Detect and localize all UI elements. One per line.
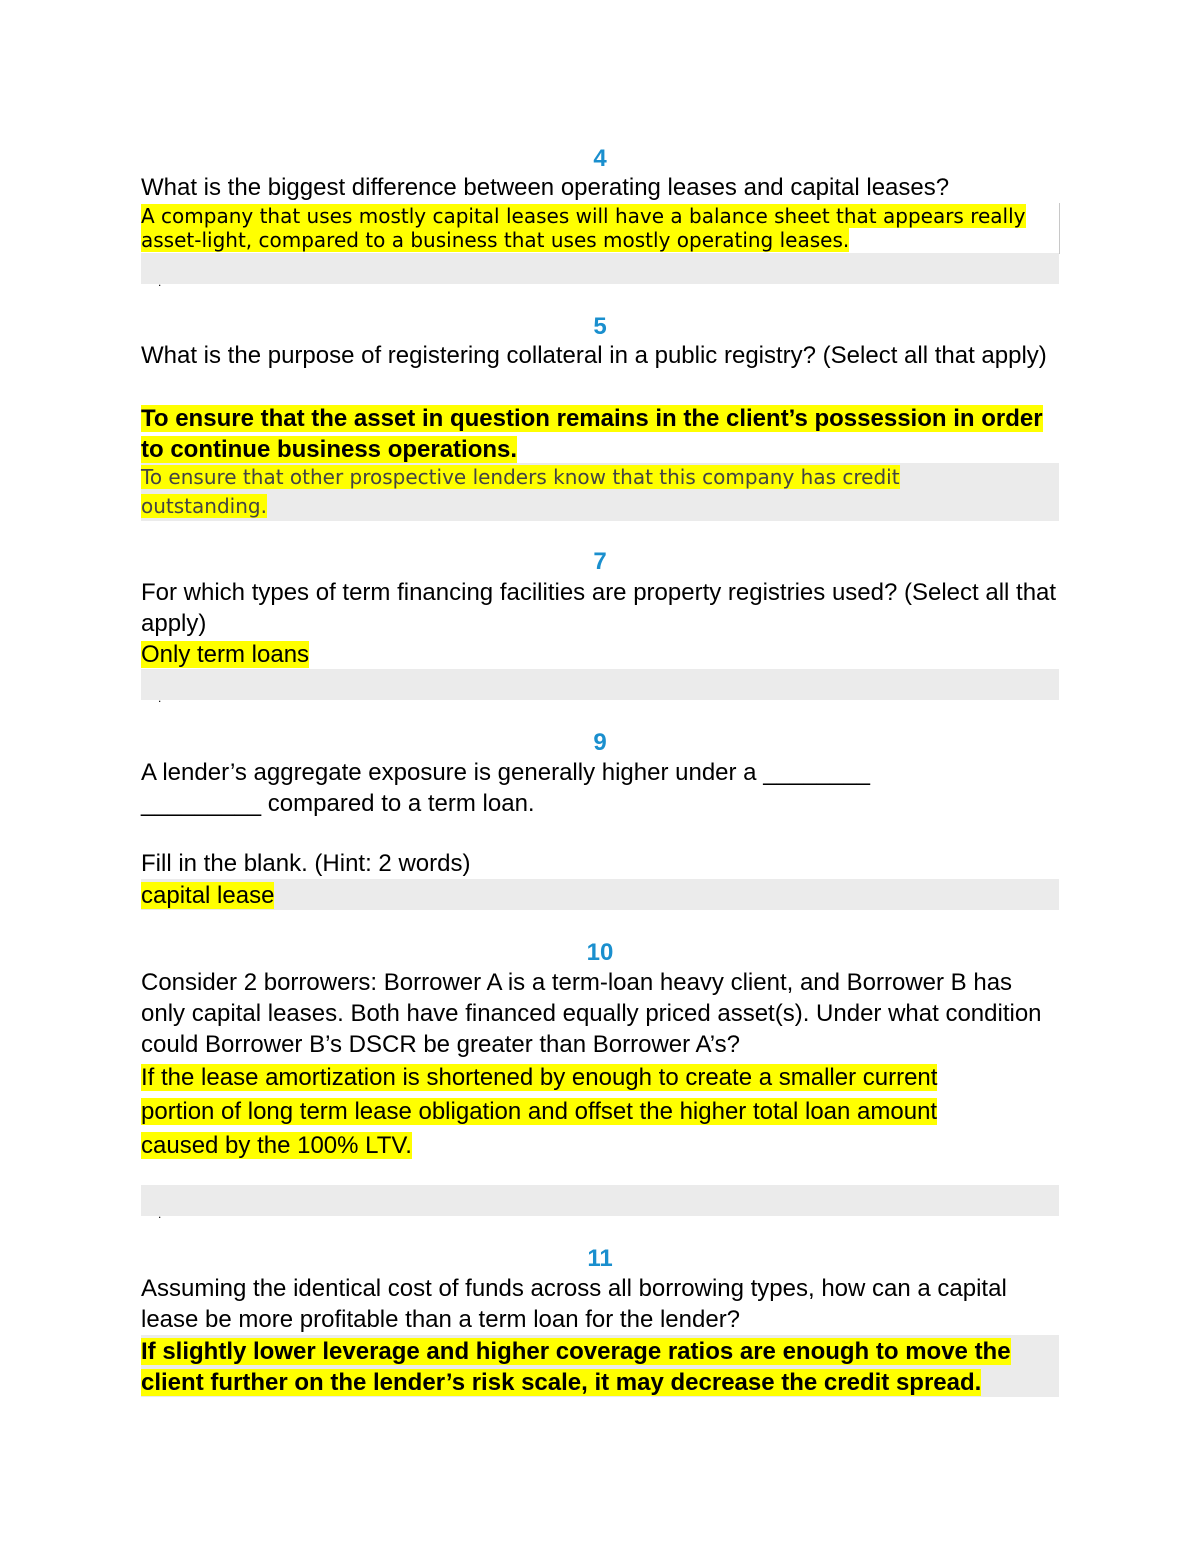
answer-highlight: portion of long term lease obligation and offset the higher total loan amount [141,1098,938,1125]
question-text-line: _________ compared to a term loan. [141,790,535,817]
question-text: Consider 2 borrowers: Borrower A is a term-loan heavy client, and Borrower B has only capital leases. Both have financed equally priced asset(s). Under what condition could Borrower B’s DSCR be greater than Borrower A’s? [141,969,1042,1058]
answer-field[interactable] [141,253,1059,284]
field-marker: . [158,275,162,289]
question-text-line: A lender’s aggregate exposure is generally higher under a ________ [141,759,870,786]
answer-text [141,403,1059,465]
question-text: Assuming the identical cost of funds across all borrowing types, how can a capital lease be more profitable than a term loan for the lender? [141,1275,1007,1333]
answer-text [141,639,1059,670]
question-hint: Fill in the blank. (Hint: 2 words) [141,850,471,877]
question-text: For which types of term financing facilities are property registries used? (Select all that apply) [141,579,1057,637]
question-number: 5 [593,313,607,340]
answer-highlight: If the lease amortization is shortened by enough to create a smaller current [141,1064,938,1091]
question-text: What is the biggest difference between operating leases and capital leases? [141,174,950,201]
question-number: 9 [593,729,607,756]
question-number: 7 [593,548,607,575]
answer-text [141,204,1059,252]
field-marker: . [158,1207,162,1221]
answer-highlight: caused by the 100% LTV. [141,1132,412,1159]
question-number: 10 [586,939,614,966]
answer-highlight: If slightly lower leverage and higher coverage ratios are enough to move the [141,1338,1011,1365]
field-marker: . [158,691,162,705]
answer-field[interactable] [141,669,1059,700]
question-text: What is the purpose of registering collateral in a public registry? (Select all that apply) [141,342,1047,369]
answer-field[interactable] [141,1185,1059,1216]
answer-text [141,1336,1059,1398]
answer-highlight: client further on the lender’s risk scale, it may decrease the credit spread. [141,1369,982,1396]
answer-text [141,463,971,521]
answer-highlight: To ensure that the asset in question remains in the client’s possession in order to continue business operations. [141,405,1043,463]
question-number: 4 [593,145,607,172]
answer-text [141,880,1059,911]
answer-highlight: To ensure that other prospective lenders know that this company has credit outstanding. [141,465,900,518]
answer-text [141,1061,1059,1163]
answer-highlight: Only term loans [141,641,310,668]
answer-highlight: A company that uses mostly capital leases will have a balance sheet that appears really asset-light, compared to a business that uses mostly operating leases. [141,204,1026,252]
question-number: 11 [587,1245,613,1272]
answer-highlight: capital lease [141,882,275,909]
